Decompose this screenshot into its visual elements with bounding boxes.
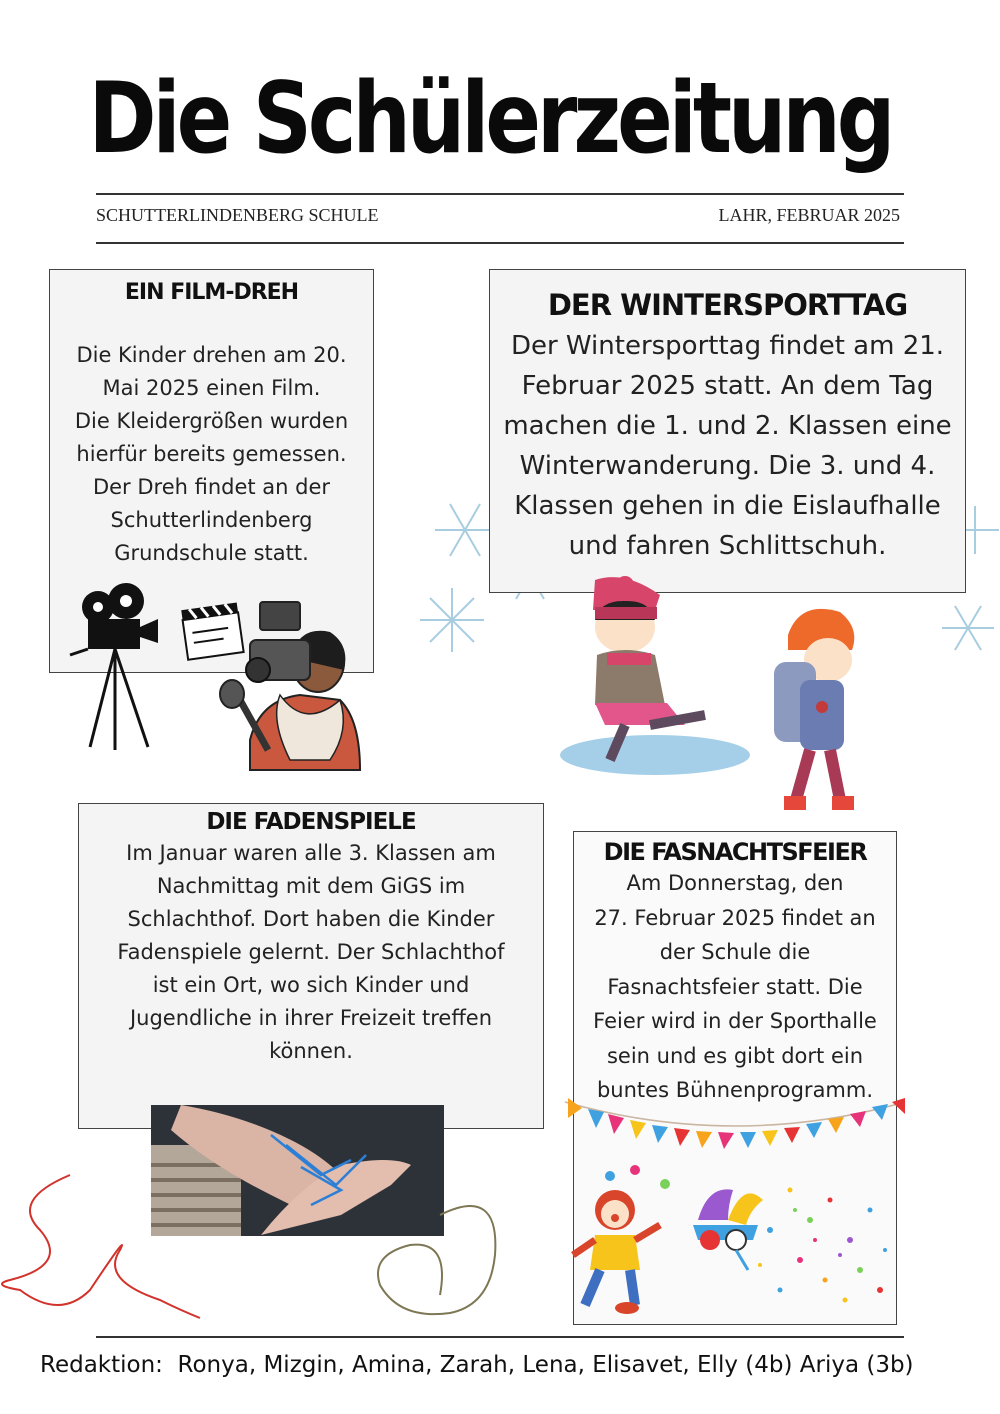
article-faden-body: Im Januar waren alle 3. Klassen am Nachmittag mit dem GiGS im Schlachthof. Dort haben die Kinder Fadenspiele gelernt. Der Schlachthof ist ein Ort, wo sich Kinder und Jugendliche in ihrer Freizeit treffen können. <box>117 841 505 1063</box>
article-faden-heading: DIE FADENSPIELE <box>206 809 416 835</box>
reporter-with-camera <box>210 600 370 775</box>
article-film-body: Die Kinder drehen am 20. Mai 2025 einen Film. Die Kleidergrößen wurden hierfür bereits gemessen. Der Dreh findet an der Schutterlindenberg Grundschule statt. <box>74 343 349 565</box>
article-film-heading: EIN FILM-DREH <box>124 280 299 305</box>
ice-skating-child <box>555 575 755 780</box>
snowflake-icon <box>420 588 484 652</box>
footer-rule <box>96 1336 904 1338</box>
place-date: LAHR, FEBRUAR 2025 <box>718 205 900 225</box>
school-name: SCHUTTERLINDENBERG SCHULE <box>96 205 379 225</box>
olive-thread <box>370 1195 520 1325</box>
jester-hat <box>688 1180 768 1270</box>
film-camera-icon <box>70 585 170 755</box>
snowflake-icon <box>435 504 495 556</box>
article-winter-heading: DER WINTERSPORTTAG <box>547 288 908 322</box>
article-winter-body: Der Wintersporttag findet am 21. Februar 2025 statt. An dem Tag machen die 1. und 2. Klassen eine Winterwanderung. Die 3. und 4. Klassen gehen in die Eislaufhalle und fahren Schlittschuh. <box>503 331 952 561</box>
hiking-child <box>770 600 870 820</box>
red-thread <box>0 1170 220 1320</box>
clown <box>565 1170 675 1315</box>
article-fasnacht-heading: DIE FASNACHTSFEIER <box>603 838 867 866</box>
article-winter-box <box>489 269 966 593</box>
bunting-flags <box>560 1090 910 1165</box>
snowflake-icon <box>942 606 994 650</box>
editorial-credits: Redaktion: Ronya, Mizgin, Amina, Zarah, Lena, Elisavet, Elly (4b) Ariya (3b) <box>40 1352 914 1378</box>
article-fasnacht-body: Am Donnerstag, den 27. Februar 2025 findet an der Schule die Fasnachtsfeier statt. Die Feier wird in der Sporthalle sein und es gibt dort ein buntes Bühnenprogramm. <box>593 871 877 1102</box>
newspaper-title: Die Schülerzeitung <box>88 62 892 176</box>
article-faden-box <box>78 803 544 1129</box>
